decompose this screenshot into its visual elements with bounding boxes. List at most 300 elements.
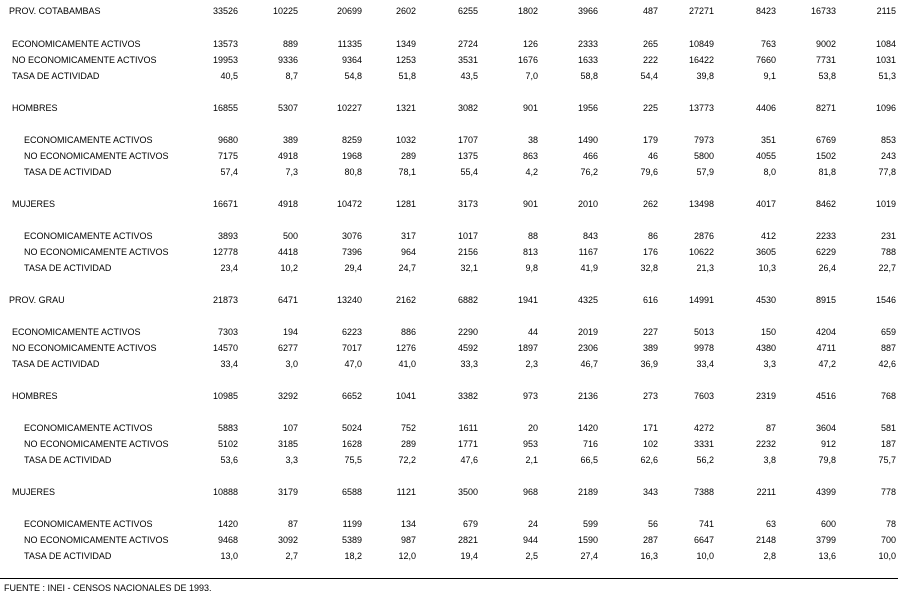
table-cell: 10849 (688, 39, 714, 49)
table-cell: 9364 (341, 55, 362, 65)
table-cell: 343 (642, 487, 658, 497)
table-cell: 23,4 (220, 263, 238, 273)
table-row (0, 134, 900, 146)
table-cell: 763 (760, 39, 776, 49)
table-cell: 317 (400, 231, 416, 241)
table-cell: 9336 (277, 55, 298, 65)
table-cell: 3531 (457, 55, 478, 65)
table-cell: 4918 (277, 151, 298, 161)
table-cell: 1707 (457, 135, 478, 145)
row-label: TASA DE ACTIVIDAD (24, 167, 112, 177)
table-cell: 1253 (395, 55, 416, 65)
table-cell: 599 (582, 519, 598, 529)
table-cell: 3076 (341, 231, 362, 241)
table-cell: 2211 (756, 487, 776, 497)
table-cell: 912 (820, 439, 836, 449)
table-cell: 51,8 (398, 71, 416, 81)
table-cell: 2,1 (525, 455, 538, 465)
table-cell: 10,3 (758, 263, 776, 273)
table-cell: 46 (647, 151, 658, 161)
table-cell: 5883 (217, 423, 238, 433)
table-cell: 27271 (688, 6, 714, 16)
table-cell: 2290 (457, 327, 478, 337)
table-cell: 4530 (755, 295, 776, 305)
table-cell: 24 (527, 519, 538, 529)
table-cell: 78,1 (398, 167, 416, 177)
table-cell: 741 (698, 519, 714, 529)
row-label: ECONOMICAMENTE ACTIVOS (12, 327, 141, 337)
table-cell: 2821 (457, 535, 478, 545)
table-row (0, 438, 900, 450)
table-cell: 9,8 (525, 263, 538, 273)
table-cell: 19953 (212, 55, 238, 65)
table-cell: 6223 (341, 327, 362, 337)
table-cell: 4055 (755, 151, 776, 161)
table-cell: 4418 (277, 247, 298, 257)
table-cell: 3092 (277, 535, 298, 545)
table-cell: 953 (522, 439, 538, 449)
table-cell: 4272 (693, 423, 714, 433)
table-cell: 412 (760, 231, 776, 241)
table-cell: 134 (400, 519, 416, 529)
table-cell: 1276 (395, 343, 416, 353)
table-cell: 3292 (277, 391, 298, 401)
table-cell: 616 (642, 295, 658, 305)
table-cell: 2,8 (763, 551, 776, 561)
table-cell: 66,5 (580, 455, 598, 465)
table-cell: 1546 (875, 295, 896, 305)
table-cell: 10,2 (280, 263, 298, 273)
table-cell: 36,9 (640, 359, 658, 369)
table-cell: 3893 (217, 231, 238, 241)
table-row (0, 198, 900, 210)
table-cell: 1019 (875, 199, 896, 209)
table-cell: 863 (522, 151, 538, 161)
table-cell: 51,3 (878, 71, 896, 81)
table-cell: 58,8 (580, 71, 598, 81)
table-cell: 6277 (277, 343, 298, 353)
table-cell: 42,6 (878, 359, 896, 369)
table-cell: 77,8 (878, 167, 896, 177)
table-cell: 3604 (815, 423, 836, 433)
table-cell: 87 (765, 423, 776, 433)
table-cell: 194 (282, 327, 298, 337)
table-cell: 3500 (457, 487, 478, 497)
table-cell: 3799 (815, 535, 836, 545)
table-row (0, 70, 900, 82)
table-cell: 2136 (577, 391, 598, 401)
table-cell: 231 (880, 231, 896, 241)
footer-rule (0, 578, 898, 579)
table-cell: 47,0 (344, 359, 362, 369)
table-cell: 3605 (755, 247, 776, 257)
table-cell: 44 (527, 327, 538, 337)
table-cell: 659 (880, 327, 896, 337)
table-cell: 4325 (577, 295, 598, 305)
row-label: NO ECONOMICAMENTE ACTIVOS (24, 247, 169, 257)
table-cell: 40,5 (220, 71, 238, 81)
table-cell: 54,8 (344, 71, 362, 81)
table-cell: 7388 (693, 487, 714, 497)
table-cell: 4918 (277, 199, 298, 209)
table-cell: 7396 (341, 247, 362, 257)
table-row (0, 102, 900, 114)
table-cell: 3,0 (285, 359, 298, 369)
table-cell: 1676 (517, 55, 538, 65)
table-cell: 5013 (693, 327, 714, 337)
table-cell: 2876 (693, 231, 714, 241)
table-cell: 3,3 (763, 359, 776, 369)
table-cell: 6588 (341, 487, 362, 497)
row-label: ECONOMICAMENTE ACTIVOS (24, 519, 153, 529)
table-cell: 16671 (212, 199, 238, 209)
table-row (0, 166, 900, 178)
table-cell: 10,0 (878, 551, 896, 561)
table-cell: 11335 (337, 39, 362, 49)
table-cell: 243 (880, 151, 896, 161)
table-cell: 1420 (577, 423, 598, 433)
table-cell: 679 (462, 519, 478, 529)
table-cell: 16422 (688, 55, 714, 65)
table-cell: 107 (282, 423, 298, 433)
table-cell: 8423 (755, 6, 776, 16)
row-label: NO ECONOMICAMENTE ACTIVOS (24, 535, 169, 545)
table-cell: 2148 (755, 535, 776, 545)
table-cell: 9,1 (763, 71, 776, 81)
table-cell: 853 (880, 135, 896, 145)
table-cell: 1956 (577, 103, 598, 113)
table-cell: 86 (647, 231, 658, 241)
table-cell: 3966 (577, 6, 598, 16)
table-cell: 10225 (272, 6, 298, 16)
table-cell: 778 (880, 487, 896, 497)
table-row (0, 5, 900, 17)
table-cell: 20699 (336, 6, 362, 16)
table-cell: 54,4 (640, 71, 658, 81)
table-cell: 14991 (688, 295, 714, 305)
table-cell: 7973 (693, 135, 714, 145)
table-cell: 1031 (875, 55, 896, 65)
table-cell: 87 (287, 519, 298, 529)
table-cell: 16855 (212, 103, 238, 113)
table-cell: 944 (522, 535, 538, 545)
table-cell: 21873 (212, 295, 238, 305)
table-cell: 10888 (212, 487, 238, 497)
table-cell: 964 (400, 247, 416, 257)
table-cell: 389 (282, 135, 298, 145)
table-cell: 7660 (755, 55, 776, 65)
table-cell: 289 (400, 439, 416, 449)
table-row (0, 358, 900, 370)
table-cell: 887 (880, 343, 896, 353)
table-cell: 78 (885, 519, 896, 529)
table-cell: 487 (642, 6, 658, 16)
table-cell: 8,0 (763, 167, 776, 177)
row-label: PROV. GRAU (9, 295, 65, 305)
table-cell: 9978 (693, 343, 714, 353)
table-cell: 16,3 (640, 551, 658, 561)
table-cell: 6229 (815, 247, 836, 257)
table-cell: 43,5 (460, 71, 478, 81)
table-cell: 55,4 (460, 167, 478, 177)
table-cell: 889 (282, 39, 298, 49)
table-cell: 222 (642, 55, 658, 65)
table-row (0, 38, 900, 50)
table-cell: 389 (642, 343, 658, 353)
table-cell: 46,7 (580, 359, 598, 369)
table-row (0, 294, 900, 306)
table-cell: 1121 (396, 487, 416, 497)
table-cell: 1167 (578, 247, 598, 257)
table-cell: 7603 (693, 391, 714, 401)
table-cell: 75,5 (344, 455, 362, 465)
table-cell: 47,6 (460, 455, 478, 465)
table-cell: 33,4 (696, 359, 714, 369)
table-row (0, 342, 900, 354)
table-cell: 41,9 (580, 263, 598, 273)
table-cell: 3,8 (763, 455, 776, 465)
table-cell: 75,7 (878, 455, 896, 465)
table-cell: 79,6 (640, 167, 658, 177)
row-label: TASA DE ACTIVIDAD (24, 551, 112, 561)
table-cell: 57,4 (220, 167, 238, 177)
table-cell: 56 (647, 519, 658, 529)
table-cell: 227 (642, 327, 658, 337)
table-cell: 2319 (755, 391, 776, 401)
table-cell: 1897 (517, 343, 538, 353)
table-cell: 5102 (217, 439, 238, 449)
table-cell: 5389 (341, 535, 362, 545)
table-cell: 6471 (277, 295, 298, 305)
row-label: NO ECONOMICAMENTE ACTIVOS (24, 151, 169, 161)
table-cell: 126 (522, 39, 538, 49)
table-cell: 287 (642, 535, 658, 545)
row-label: PROV. COTABAMBAS (9, 6, 101, 16)
table-cell: 581 (880, 423, 896, 433)
table-cell: 79,8 (818, 455, 836, 465)
table-cell: 33,3 (460, 359, 478, 369)
row-label: NO ECONOMICAMENTE ACTIVOS (12, 343, 157, 353)
table-cell: 2232 (755, 439, 776, 449)
table-cell: 6255 (457, 6, 478, 16)
row-label: TASA DE ACTIVIDAD (24, 455, 112, 465)
table-cell: 4017 (755, 199, 776, 209)
table-cell: 19,4 (460, 551, 478, 561)
table-cell: 2115 (876, 6, 896, 16)
table-cell: 56,2 (696, 455, 714, 465)
table-cell: 26,4 (818, 263, 836, 273)
table-cell: 500 (282, 231, 298, 241)
table-row (0, 454, 900, 466)
table-cell: 47,2 (818, 359, 836, 369)
table-cell: 901 (522, 199, 538, 209)
table-cell: 9680 (217, 135, 238, 145)
table-cell: 13573 (212, 39, 238, 49)
table-cell: 6652 (341, 391, 362, 401)
table-cell: 53,8 (818, 71, 836, 81)
table-cell: 843 (582, 231, 598, 241)
table-cell: 27,4 (580, 551, 598, 561)
table-cell: 3382 (457, 391, 478, 401)
table-row (0, 422, 900, 434)
row-label: NO ECONOMICAMENTE ACTIVOS (24, 439, 169, 449)
table-cell: 1771 (457, 439, 478, 449)
table-cell: 265 (642, 39, 658, 49)
table-cell: 2,7 (285, 551, 298, 561)
table-row (0, 150, 900, 162)
row-label: TASA DE ACTIVIDAD (12, 359, 100, 369)
table-cell: 1633 (577, 55, 598, 65)
table-cell: 700 (880, 535, 896, 545)
table-cell: 39,8 (696, 71, 714, 81)
table-cell: 4711 (816, 343, 836, 353)
table-cell: 12778 (212, 247, 238, 257)
table-cell: 1590 (577, 535, 598, 545)
table-cell: 80,8 (344, 167, 362, 177)
table-cell: 176 (642, 247, 658, 257)
table-cell: 63 (765, 519, 776, 529)
table-cell: 13,6 (818, 551, 836, 561)
row-label: TASA DE ACTIVIDAD (12, 71, 100, 81)
table-cell: 2019 (577, 327, 598, 337)
table-cell: 21,3 (696, 263, 714, 273)
table-cell: 3,3 (285, 455, 298, 465)
table-cell: 179 (642, 135, 658, 145)
table-cell: 4399 (815, 487, 836, 497)
table-cell: 2010 (577, 199, 598, 209)
table-row (0, 486, 900, 498)
table-cell: 9002 (815, 39, 836, 49)
table-cell: 10622 (688, 247, 714, 257)
row-label: MUJERES (12, 487, 56, 497)
table-cell: 10,0 (696, 551, 714, 561)
table-cell: 987 (400, 535, 416, 545)
table-cell: 62,6 (640, 455, 658, 465)
table-row (0, 230, 900, 242)
table-cell: 5800 (693, 151, 714, 161)
table-cell: 20 (527, 423, 538, 433)
table-cell: 7017 (341, 343, 362, 353)
table-cell: 1017 (457, 231, 478, 241)
table-cell: 2306 (577, 343, 598, 353)
table-row (0, 390, 900, 402)
table-cell: 6882 (457, 295, 478, 305)
row-label: MUJERES (12, 199, 56, 209)
table-cell: 1199 (342, 519, 362, 529)
table-cell: 1321 (395, 103, 416, 113)
row-label: HOMBRES (12, 391, 58, 401)
table-cell: 1611 (458, 423, 478, 433)
table-cell: 3179 (277, 487, 298, 497)
table-cell: 262 (642, 199, 658, 209)
table-cell: 1349 (395, 39, 416, 49)
table-cell: 4204 (815, 327, 836, 337)
table-cell: 5307 (277, 103, 298, 113)
table-cell: 7175 (217, 151, 238, 161)
table-cell: 466 (582, 151, 598, 161)
table-cell: 14570 (212, 343, 238, 353)
table-row (0, 550, 900, 562)
table-cell: 901 (522, 103, 538, 113)
table-cell: 32,1 (460, 263, 478, 273)
table-cell: 1802 (517, 6, 538, 16)
row-label: TASA DE ACTIVIDAD (24, 263, 112, 273)
table-cell: 1490 (577, 135, 598, 145)
table-cell: 4406 (755, 103, 776, 113)
table-cell: 33526 (212, 6, 238, 16)
table-cell: 273 (642, 391, 658, 401)
table-cell: 18,2 (344, 551, 362, 561)
table-cell: 7,0 (525, 71, 538, 81)
table-cell: 6769 (815, 135, 836, 145)
table-cell: 10227 (336, 103, 362, 113)
table-cell: 2162 (395, 295, 416, 305)
table-cell: 225 (642, 103, 658, 113)
table-cell: 8259 (341, 135, 362, 145)
table-cell: 22,7 (878, 263, 896, 273)
row-label: NO ECONOMICAMENTE ACTIVOS (12, 55, 157, 65)
table-cell: 187 (880, 439, 896, 449)
table-cell: 4,2 (525, 167, 538, 177)
table-cell: 88 (527, 231, 538, 241)
table-cell: 72,2 (398, 455, 416, 465)
table-cell: 1502 (815, 151, 836, 161)
table-cell: 3082 (457, 103, 478, 113)
table-cell: 1281 (395, 199, 416, 209)
table-cell: 10472 (336, 199, 362, 209)
table-cell: 1375 (457, 151, 478, 161)
table-cell: 2233 (815, 231, 836, 241)
row-label: HOMBRES (12, 103, 58, 113)
table-cell: 973 (522, 391, 538, 401)
table-cell: 24,7 (398, 263, 416, 273)
table-cell: 2189 (577, 487, 598, 497)
table-cell: 8915 (815, 295, 836, 305)
table-cell: 57,9 (696, 167, 714, 177)
row-label: ECONOMICAMENTE ACTIVOS (12, 39, 141, 49)
table-cell: 8462 (815, 199, 836, 209)
table-cell: 4516 (815, 391, 836, 401)
table-cell: 1628 (341, 439, 362, 449)
table-cell: 2724 (457, 39, 478, 49)
table-cell: 5024 (341, 423, 362, 433)
table-cell: 16733 (810, 6, 836, 16)
table-cell: 3331 (693, 439, 714, 449)
table-cell: 752 (400, 423, 416, 433)
table-cell: 2,5 (525, 551, 538, 561)
table-cell: 1941 (517, 295, 538, 305)
table-cell: 1041 (395, 391, 416, 401)
table-cell: 32,8 (640, 263, 658, 273)
table-row (0, 534, 900, 546)
table-cell: 29,4 (344, 263, 362, 273)
table-cell: 13773 (688, 103, 714, 113)
table-cell: 13240 (336, 295, 362, 305)
table-cell: 289 (400, 151, 416, 161)
table-cell: 33,4 (220, 359, 238, 369)
table-cell: 968 (522, 487, 538, 497)
table-cell: 8271 (815, 103, 836, 113)
row-label: ECONOMICAMENTE ACTIVOS (24, 135, 153, 145)
table-cell: 3185 (277, 439, 298, 449)
table-cell: 4592 (457, 343, 478, 353)
table-cell: 102 (642, 439, 658, 449)
row-label: ECONOMICAMENTE ACTIVOS (24, 231, 153, 241)
table-row (0, 262, 900, 274)
table-cell: 2,3 (525, 359, 538, 369)
table-cell: 13,0 (220, 551, 238, 561)
table-cell: 1032 (395, 135, 416, 145)
